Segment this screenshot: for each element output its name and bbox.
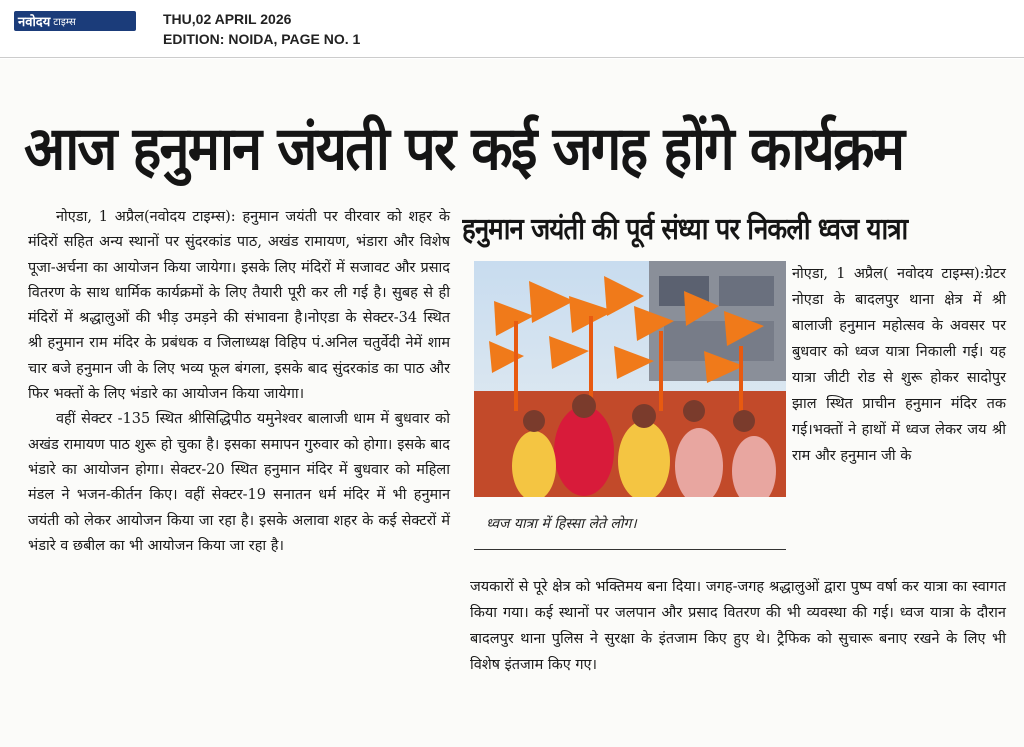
photo-caption: ध्वज यात्रा में हिस्सा लेते लोग।: [486, 516, 637, 532]
issue-date: THU,02 APRIL 2026: [163, 11, 292, 27]
edition-info: [163, 9, 360, 49]
epaper-header: [0, 0, 1024, 58]
logo-text: नवोदय: [18, 15, 51, 30]
article-paragraph: वहीं सेक्टर -135 स्थित श्रीसिद्धिपीठ यमुनेश्वर बालाजी धाम में बुधवार को अखंड रामायण पाठ शुरू हो चुका है। इसका समापन गुरुवार को होगा। इसके बाद भंडारे का आयोजन होगा। सेक्टर-20 स्थित हनुमान मंदिर में बुधवार को महिला मंडल ने भजन-कीर्तन किए। वहीं सेक्टर-19 सनातन धर्म मंदिर में भी हनुमान जयंती को लेकर आयोजन किया जा रहा है। इसके अलावा शहर के कई सेक्टरों में भंडारे व छबील का भी आयोजन किया जा रहा है।: [28, 411, 450, 554]
navodaya-times-logo[interactable]: [14, 11, 136, 31]
procession-image: [474, 261, 786, 497]
article-paragraph: नोएडा, 1 अप्रैल(नवोदय टाइम्स): हनुमान जयंती पर वीरवार को शहर के मंदिरों सहित अन्य स्थानों पर सुंदरकांड पाठ, अखंड रामायण, भंडारा और विशेष पूजा-अर्चना का आयोजन किया जायेगा। इसके लिए मंदिरों में सजावट और प्रसाद वितरण के साथ धार्मिक कार्यक्रमों के लिए तैयारी पूरी कर ली गई है। सुबह से ही मंदिरों में श्रद्धालुओं की भीड़ उमड़ने की संभावना है।नोएडा के सेक्टर-34 स्थित श्री हनुमान राम मंदिर के प्रबंधक व जिलाध्यक्ष विहिप पं.अनिल चतुर्वेदी नेमें शाम चार बजे हनुमान जी के लिए भव्य फूल बंगला, इसके बाद सुंदरकांड का पाठ और फिर भक्तों के लिए भंडारे का आयोजन किया जायेगा।: [28, 209, 450, 403]
main-article-body: [28, 205, 450, 559]
sub-headline: हनुमान जयंती की पूर्व संध्या पर निकली ध्वज यात्रा: [462, 212, 908, 247]
procession-photo: [474, 261, 786, 497]
sub-article-right-column: नोएडा, 1 अप्रैल( नवोदय टाइम्स):ग्रेटर नोएडा के बादलपुर थाना क्षेत्र में श्री बालाजी हनुमान महोत्सव के अवसर पर बुधवार को ध्वज यात्रा निकाली गई। यह यात्रा जीटी रोड से शुरू होकर सादोपुर झाल स्थित प्राचीन हनुमान मंदिर तक गई।भक्तों ने हाथों में ध्वज लेकर जय श्री राम और हनुमान जी के: [792, 266, 1006, 464]
sub-article-bottom-text: जयकारों से पूरे क्षेत्र को भक्तिमय बना दिया। जगह-जगह श्रद्धालुओं द्वारा पुष्प वर्षा कर यात्रा का स्वागत किया गया। कई स्थानों पर जलपान और प्रसाद वितरण की भी व्यवस्था की गई। ध्वज यात्रा के दौरान बादलपुर थाना पुलिस ने सुरक्षा के इंतजाम किए हुए थे। ट्रैफिक को सुचारू बनाए रखने के लिए भी विशेष इंतजाम किए गए।: [470, 579, 1006, 673]
newspaper-page: [0, 59, 1024, 747]
logo-subtext: टाइम्स: [53, 17, 76, 28]
caption-divider: [474, 549, 786, 550]
edition-page: EDITION: NOIDA, PAGE NO. 1: [163, 31, 361, 47]
main-headline: आज हनुमान जंयती पर कई जगह होंगे कार्यक्रम: [24, 114, 904, 184]
